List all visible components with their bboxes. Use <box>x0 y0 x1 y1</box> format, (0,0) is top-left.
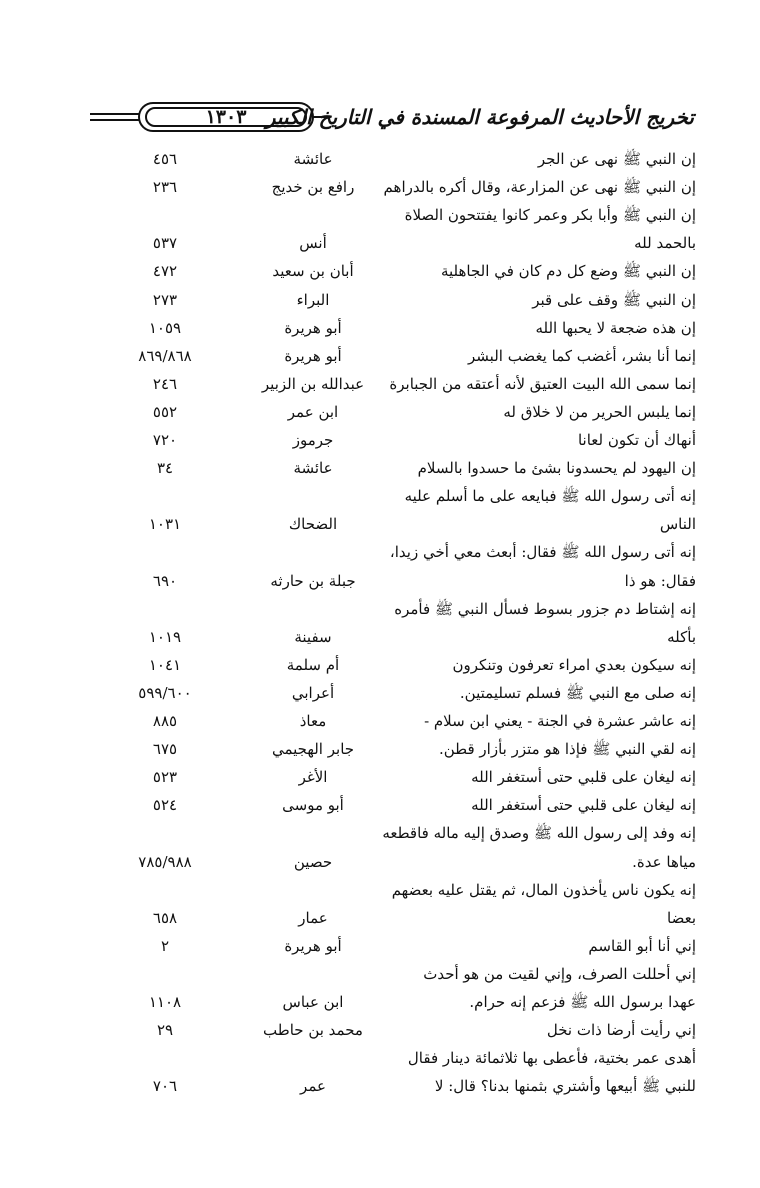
table-row <box>0 932 760 960</box>
table-row <box>0 426 760 454</box>
hadith-text: إنه ليغان على قلبي حتى أستغفر الله <box>471 768 696 787</box>
narrator-name: الضحاك <box>288 515 338 534</box>
page-number: ١٣٠٣ <box>145 107 307 127</box>
hadith-text: إنه صلى مع النبي ﷺ فسلم تسليمتين. <box>459 683 696 702</box>
narrator-name: جبلة بن حارثه <box>270 571 356 590</box>
hadith-text: مياها عدة. <box>632 852 696 871</box>
table-row <box>0 988 760 1016</box>
header-rule-left-bottom <box>90 119 140 121</box>
hadith-number: ٥٩٩/٦٠٠ <box>138 683 192 702</box>
hadith-number: ٢٤٦ <box>152 374 178 393</box>
table-row <box>0 257 760 285</box>
hadith-text: إنه أتى رسول الله ﷺ فقال: أبعث معي أخي زيدا، <box>389 543 696 562</box>
hadith-text: بعضا <box>667 908 696 927</box>
hadith-text: إنما أنا بشر، أغضب كما يغضب البشر <box>468 346 696 365</box>
table-row <box>0 623 760 651</box>
hadith-number: ٧٠٦ <box>152 1077 178 1096</box>
hadith-text: إن النبي ﷺ وأبا بكر وعمر كانوا يفتتحون الصلاة <box>404 206 696 225</box>
hadith-number: ٦٥٨ <box>152 908 178 927</box>
page-header <box>90 100 694 134</box>
hadith-text: للنبي ﷺ أبيعها وأشتري بثمنها بدنا؟ قال: لا <box>434 1077 696 1096</box>
narrator-name: أنس <box>299 234 327 253</box>
hadith-text: إن النبي ﷺ نهى عن الجر <box>537 150 696 168</box>
narrator-name: معاذ <box>299 712 327 730</box>
table-row <box>0 510 760 538</box>
narrator-name: عمر <box>300 1077 326 1096</box>
hadith-number: ٧٢٠ <box>152 431 178 449</box>
table-row <box>0 876 760 904</box>
table-row <box>0 1016 760 1044</box>
hadith-text: إنه ليغان على قلبي حتى أستغفر الله <box>471 796 696 815</box>
hadith-text: إن النبي ﷺ وضع كل دم كان في الجاهلية <box>440 262 696 281</box>
table-row <box>0 173 760 201</box>
narrator-name: أبو هريرة <box>284 318 342 337</box>
hadith-text: أهدى عمر بختية، فأعطى بها ثلاثمائة دينار فقال <box>407 1049 696 1068</box>
narrator-name: البراء <box>296 290 330 309</box>
table-row <box>0 229 760 257</box>
hadith-number: ٣٤ <box>156 459 174 478</box>
narrator-name: سفينة <box>294 627 332 646</box>
table-row <box>0 567 760 595</box>
narrator-name: عائشة <box>293 459 333 478</box>
hadith-text: إنه إشتاط دم جزور بسوط فسأل النبي ﷺ فأمره <box>394 599 696 618</box>
table-row <box>0 454 760 482</box>
narrator-name: أبو موسى <box>282 796 344 815</box>
hadith-number: ١٠٥٩ <box>148 318 182 337</box>
hadith-text: إن النبي ﷺ وقف على قبر <box>532 290 696 309</box>
hadith-number: ١٠١٩ <box>148 627 182 646</box>
hadith-text: عهدا برسول الله ﷺ فزعم إنه حرام. <box>469 993 696 1011</box>
table-row <box>0 370 760 398</box>
narrator-name: عبدالله بن الزبير <box>261 374 365 393</box>
table-row <box>0 538 760 566</box>
table-row <box>0 314 760 342</box>
hadith-text: إنه سيكون بعدي امراء تعرفون وتنكرون <box>452 655 696 674</box>
narrator-name: محمد بن حاطب <box>263 1021 363 1040</box>
running-title: تخريج الأحاديث المرفوعة المسندة في التاريخ الكبير <box>265 105 694 129</box>
hadith-number: ٧٨٥/٩٨٨ <box>138 852 192 871</box>
table-row <box>0 342 760 370</box>
hadith-number: ١١٠٨ <box>148 993 182 1011</box>
hadith-number: ١٠٤١ <box>148 655 182 674</box>
narrator-name: رافع بن خديج <box>271 178 355 197</box>
hadith-text: إني رأيت أرضا ذات نخل <box>546 1021 696 1040</box>
hadith-number: ٢٣٦ <box>152 178 178 197</box>
table-row <box>0 791 760 819</box>
hadith-text: فقال: هو ذا <box>624 571 696 590</box>
hadith-text: إني أنا أبو القاسم <box>588 936 696 955</box>
hadith-text: الناس <box>659 515 696 534</box>
narrator-name: أعرابي <box>291 683 335 702</box>
hadith-number: ٢ <box>160 936 170 955</box>
table-row <box>0 398 760 426</box>
hadith-number: ٤٧٢ <box>152 262 178 281</box>
narrator-name: ابن عباس <box>282 993 344 1011</box>
narrator-name: ابن عمر <box>287 402 339 421</box>
table-row <box>0 1072 760 1100</box>
hadith-text: إنه وفد إلى رسول الله ﷺ وصدق إليه ماله فاقطعه <box>382 824 696 843</box>
narrator-name: أبو هريرة <box>284 346 342 365</box>
hadith-number: ٢٧٣ <box>152 290 178 309</box>
narrator-name: أبان بن سعيد <box>272 262 354 281</box>
table-row <box>0 145 760 173</box>
table-row <box>0 735 760 763</box>
hadith-number: ٥٥٢ <box>152 402 178 421</box>
hadith-text: إنما سمى الله البيت العتيق لأنه أعتقه من الجبابرة <box>389 374 696 393</box>
narrator-name: حصين <box>293 852 333 871</box>
hadith-text: إنه أتى رسول الله ﷺ فبايعه على ما أسلم عليه <box>404 487 696 506</box>
narrator-name: جرموز <box>292 431 334 449</box>
narrator-name: أم سلمة <box>286 655 340 674</box>
table-row <box>0 679 760 707</box>
hadith-text: إن النبي ﷺ نهى عن المزارعة، وقال أكره بالدراهم <box>383 178 696 197</box>
table-row <box>0 848 760 876</box>
table-row <box>0 286 760 314</box>
hadith-text: إنما يلبس الحرير من لا خلاق له <box>503 402 696 421</box>
hadith-number: ٤٥٦ <box>152 150 178 168</box>
hadith-text: بالحمد لله <box>634 234 696 253</box>
narrator-name: عمار <box>298 908 328 927</box>
hadith-number: ٨٨٥ <box>152 712 178 730</box>
table-row <box>0 201 760 229</box>
hadith-number: ٥٢٣ <box>152 768 178 787</box>
table-row <box>0 651 760 679</box>
hadith-text: بأكله <box>667 627 696 646</box>
table-row <box>0 763 760 791</box>
hadith-number: ٦٩٠ <box>152 571 178 590</box>
narrator-name: جابر الهجيمي <box>271 740 355 759</box>
narrator-name: عائشة <box>293 150 333 168</box>
hadith-number: ٢٩ <box>156 1021 174 1040</box>
table-row <box>0 707 760 735</box>
hadith-text: أنهاك أن تكون لعانا <box>577 431 696 449</box>
table-row <box>0 482 760 510</box>
narrator-name: الأغر <box>298 768 328 787</box>
hadith-text: إنه لقي النبي ﷺ فإذا هو متزر بأزار قطن. <box>439 740 696 759</box>
hadith-number: ٥٣٧ <box>152 234 178 253</box>
hadith-text: إني أحللت الصرف، وإني لقيت من هو أحدث <box>423 964 696 983</box>
hadith-number: ٥٢٤ <box>152 796 178 815</box>
hadith-text: إنه عاشر عشرة في الجنة - يعني ابن سلام - <box>424 712 696 730</box>
hadith-number: ٦٧٥ <box>152 740 178 759</box>
hadith-text: إن هذه ضجعة لا يحبها الله <box>535 318 696 337</box>
table-row <box>0 819 760 847</box>
table-row <box>0 904 760 932</box>
hadith-number: ١٠٣١ <box>148 515 182 534</box>
table-row <box>0 595 760 623</box>
hadith-number: ٨٦٩/٨٦٨ <box>138 346 192 365</box>
table-row <box>0 960 760 988</box>
header-rule-left-top <box>90 113 140 115</box>
hadith-text: إن اليهود لم يحسدونا بشئ ما حسدوا بالسلام <box>417 459 696 478</box>
narrator-name: أبو هريرة <box>284 936 342 955</box>
hadith-text: إنه يكون ناس يأخذون المال، ثم يقتل عليه بعضهم <box>391 880 696 899</box>
table-row <box>0 1044 760 1072</box>
